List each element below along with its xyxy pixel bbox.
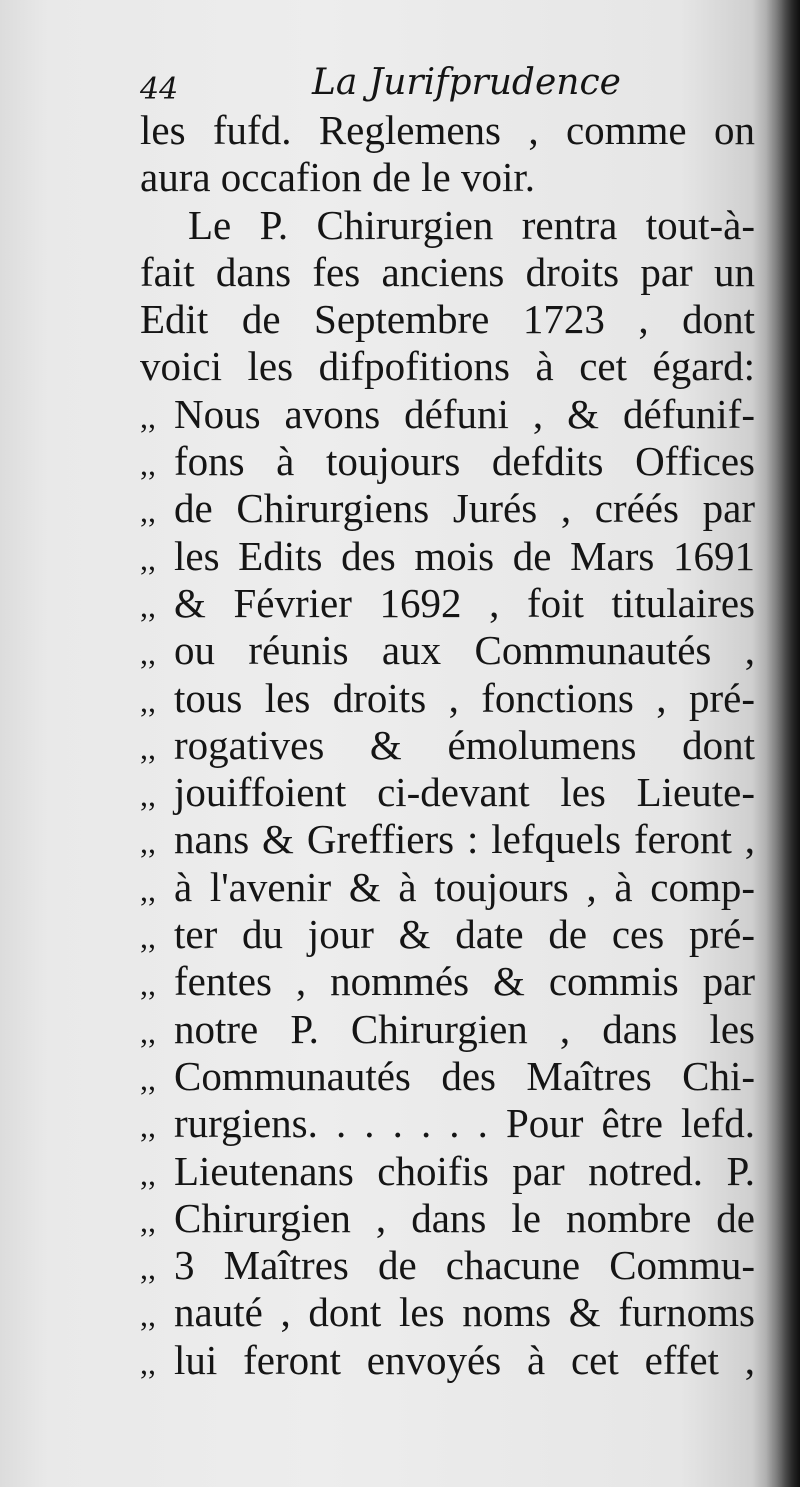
quoted-text: Lieutenans choifis par notred. P.: [174, 1147, 755, 1194]
quote-mark: ,,: [140, 1060, 156, 1097]
quoted-text: tous les droits , fonctions , pré-: [174, 674, 755, 721]
quoted-text: rogatives & émolumens dont: [174, 721, 755, 768]
text-line: aura occafion de le voir.: [140, 154, 536, 201]
quoted-line: [140, 769, 755, 816]
quoted-line: [140, 958, 755, 1005]
quoted-line: [140, 485, 755, 532]
quoted-text: fons à toujours defdits Offices: [174, 438, 755, 485]
quote-mark: ,,: [140, 1108, 156, 1145]
quoted-text: nauté , dont les noms & furnoms: [174, 1289, 755, 1336]
running-head: La Jurifprudence: [312, 62, 621, 103]
quote-mark: ,,: [140, 966, 156, 1003]
quote-mark: ,,: [140, 1202, 156, 1239]
page-number: 44: [140, 72, 179, 107]
quoted-line: [140, 1337, 755, 1384]
quoted-text: rurgiens. . . . . . . Pour être lefd.: [174, 1100, 755, 1147]
quoted-text: jouiffoient ci-devant les Lieute-: [174, 769, 755, 816]
quoted-line: [140, 580, 755, 627]
quoted-text: 3 Maîtres de chacune Commu-: [174, 1242, 755, 1289]
quoted-text: ter du jour & date de ces pré-: [174, 911, 755, 958]
quoted-line: [140, 1289, 755, 1336]
quoted-text: lui feront envoyés à cet effet ,: [174, 1336, 755, 1383]
quote-mark: ,,: [140, 446, 156, 483]
quote-mark: ,,: [140, 871, 156, 908]
quote-mark: ,,: [140, 587, 156, 624]
text-line: fait dans fes anciens droits par un: [140, 248, 755, 295]
quote-mark: ,,: [140, 493, 156, 530]
quoted-line: [140, 1195, 755, 1242]
quoted-text: notre P. Chirurgien , dans les: [174, 1005, 755, 1052]
text-line: les fufd. Reglemens , comme on: [140, 107, 755, 153]
text-line: Edit de Septembre 1723 , dont: [140, 296, 755, 343]
quote-mark: ,,: [140, 398, 156, 435]
quoted-text: à l'avenir & à toujours , à comp-: [174, 863, 755, 910]
quoted-line: [140, 438, 755, 485]
quoted-text: & Février 1692 , foit titulaires: [174, 579, 755, 626]
quote-mark: ,,: [140, 1155, 156, 1192]
quoted-text: Communautés des Maîtres Chi-: [174, 1052, 755, 1099]
quoted-line: [140, 627, 755, 674]
quoted-line: [140, 391, 755, 438]
quoted-text: nans & Greffiers : lefquels feront ,: [174, 816, 755, 863]
quoted-line: [140, 1148, 755, 1195]
quoted-text: Chirurgien , dans le nombre de: [174, 1194, 755, 1241]
quote-mark: ,,: [140, 635, 156, 672]
quoted-line: [140, 533, 755, 580]
quote-mark: ,,: [140, 919, 156, 956]
quote-mark: ,,: [140, 1013, 156, 1050]
quoted-text: les Edits des mois de Mars 1691: [174, 532, 755, 579]
quoted-line: [140, 1006, 755, 1053]
quoted-line: [140, 1242, 755, 1289]
quoted-line: [140, 911, 755, 958]
quoted-line: [140, 722, 755, 769]
quoted-line: [140, 675, 755, 722]
quote-mark: ,,: [140, 729, 156, 766]
quote-mark: ,,: [140, 777, 156, 814]
quote-mark: ,,: [140, 540, 156, 577]
quoted-text: Nous avons défuni , & défunif-: [174, 390, 755, 437]
text-line: Le P. Chirurgien rentra tout-à-: [188, 201, 755, 248]
quoted-line: [140, 816, 755, 863]
quote-mark: ,,: [140, 1250, 156, 1287]
quote-mark: ,,: [140, 1297, 156, 1334]
quoted-text: de Chirurgiens Jurés , créés par: [174, 485, 755, 532]
quote-mark: ,,: [140, 824, 156, 861]
quote-mark: ,,: [140, 1344, 156, 1381]
quoted-text: fentes , nommés & commis par: [174, 958, 755, 1005]
quoted-line: [140, 864, 755, 911]
body-text: [140, 107, 755, 1384]
binding-shadow: [766, 0, 800, 1487]
quote-mark: ,,: [140, 682, 156, 719]
quoted-text: ou réunis aux Communautés ,: [174, 627, 755, 674]
text-line: voici les difpofitions à cet égard:: [140, 343, 755, 390]
quoted-line: [140, 1053, 755, 1100]
quoted-line: [140, 1100, 755, 1147]
